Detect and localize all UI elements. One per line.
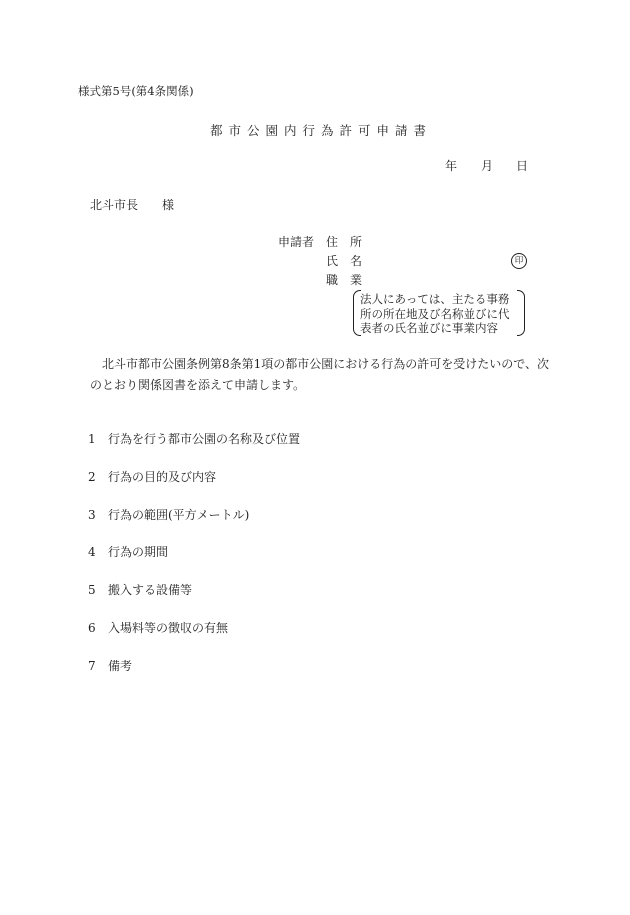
item-number: 4: [88, 545, 96, 559]
addressee: [90, 199, 174, 211]
item-number: 2: [88, 470, 96, 484]
item-label: 行為を行う都市公園の名称及び位置: [108, 432, 301, 446]
item-number: 7: [88, 659, 96, 673]
list-item: [88, 471, 216, 483]
item-number: 3: [88, 508, 96, 522]
date-day: 日: [516, 159, 529, 173]
list-item: [88, 546, 168, 558]
item-number: 6: [88, 621, 96, 635]
form-number: 様式第5号(第4条関係): [78, 84, 194, 98]
item-label: 行為の範囲(平方メートル): [108, 508, 250, 522]
list-item: [88, 622, 228, 634]
addressee-name: 北斗市長: [90, 198, 139, 212]
applicant-label: 申請者: [278, 235, 315, 249]
address-label: 住 所: [326, 235, 363, 249]
item-label: 入場料等の徴収の有無: [108, 621, 229, 635]
item-label: 備考: [108, 659, 133, 673]
list-item: [88, 433, 300, 445]
item-label: 行為の期間: [108, 545, 169, 559]
list-item: [88, 509, 249, 521]
note-paren-right: [517, 290, 525, 336]
item-label: 行為の目的及び内容: [108, 470, 217, 484]
list-item: [88, 584, 192, 596]
name-label: 氏 名: [326, 254, 363, 268]
occupation-label: 職 業: [326, 273, 363, 287]
list-item: [88, 660, 132, 672]
item-number: 1: [88, 432, 96, 446]
page-title: 都市公園内行為許可申請書: [209, 123, 432, 138]
date-year: 年: [445, 159, 458, 173]
seal-mark: 印: [511, 253, 527, 269]
date-month: 月: [481, 159, 494, 173]
corporate-note: [353, 290, 525, 336]
item-label: 搬入する設備等: [108, 583, 193, 597]
corporate-note-text: 法人にあっては、主たる事務所の所在地及び名称並びに代表者の氏名並びに事業内容: [360, 292, 510, 335]
application-statement: 北斗市都市公園条例第8条第1項の都市公園における行為の許可を受けたいので、次のとおり関係図書を添えて申請します。: [90, 357, 550, 392]
addressee-honorific: 様: [162, 198, 175, 212]
item-number: 5: [88, 583, 96, 597]
